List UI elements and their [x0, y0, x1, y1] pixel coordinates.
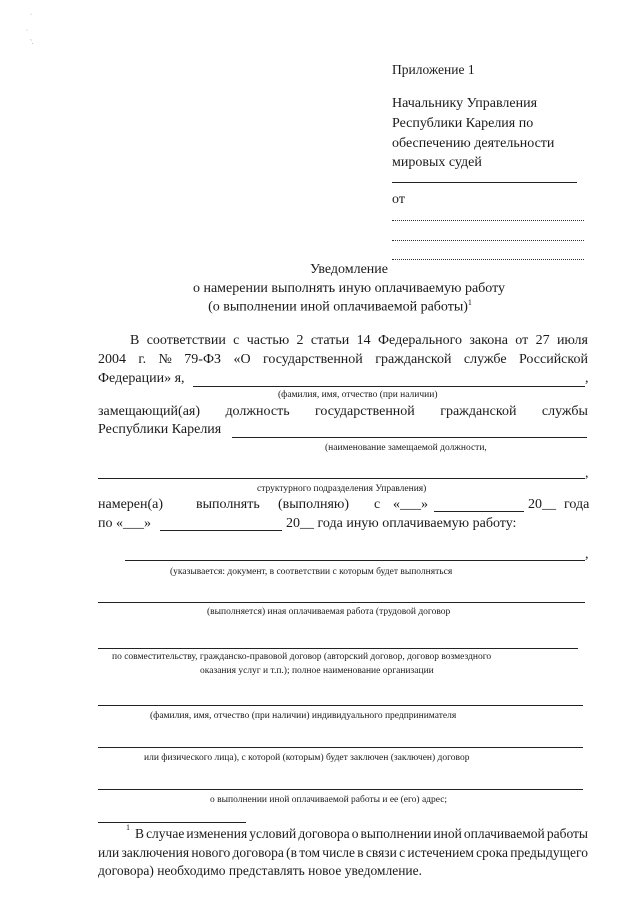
address-blank-line — [98, 789, 583, 790]
footnote-separator — [98, 822, 246, 823]
hint-fio: (фамилия, имя, отчество (при наличии) — [278, 390, 438, 400]
hint-work: (выполняется) иная оплачиваемая работа (трудовой договор — [207, 607, 451, 617]
document-subtitle-1: о намерении выполнять иную оплачиваемую работу — [192, 281, 506, 296]
hint-entrepreneur: (фамилия, имя, отчество (при наличии) индивидуального предпринимателя — [150, 711, 457, 721]
para1-line-3: Федерации» я, — [98, 371, 185, 386]
footnote-line-1: 1 В случае изменения условий договора о выполнении иной оплачиваемой работы — [126, 823, 588, 841]
footnote-ref: 1 — [467, 298, 472, 307]
hint-person: или физического лица), с которой (которым) будет заключен (заключен) договор — [144, 753, 470, 763]
addressee-line-2: Республики Карелия по — [392, 116, 534, 131]
comma: , — [585, 371, 589, 386]
contract-blank-line — [98, 648, 578, 649]
scan-speck: · — [30, 12, 32, 18]
from-label: от — [392, 192, 405, 207]
hint-doc: (указывается: документ, в соответствии с которым будет выполняться — [170, 567, 453, 577]
entrepreneur-blank-line — [98, 705, 583, 706]
para1-line-2: 2004 г. № 79-ФЗ «О государственной гражданской службе Российской — [98, 352, 588, 367]
from-blank-line-2 — [392, 240, 584, 241]
work-blank-line — [98, 602, 585, 603]
header-blank-line — [392, 182, 577, 183]
hint-address: о выполнении иной оплачиваемой работы и ее (его) адрес; — [210, 795, 448, 805]
hint-position: (наименование замещаемой должности, — [325, 443, 487, 453]
addressee-line-4: мировых судей — [392, 155, 482, 170]
scan-speck: · — [26, 28, 28, 34]
addressee-line-1: Начальнику Управления — [392, 96, 538, 111]
para1-line-1: В соответствии с частью 2 статьи 14 Федерального закона от 27 июля — [130, 333, 588, 348]
line-intent-dates: намерен(а) выполнять (выполняю) с «___» 20__ года — [98, 497, 590, 512]
person-blank-line — [98, 747, 583, 748]
comma: , — [585, 466, 589, 481]
fio-blank-line — [193, 386, 585, 387]
hint-contract-1: по совместительству, гражданско-правовой договор (авторский договор, договор возмездного — [112, 652, 492, 662]
addressee-line-3: обеспечению деятельности — [392, 136, 555, 151]
footnote-mark: 1 — [126, 823, 130, 832]
comma: , — [585, 547, 589, 562]
position-blank-line — [232, 437, 587, 438]
hint-unit: структурного подразделения Управления) — [257, 484, 427, 494]
scan-speck: `. — [30, 40, 34, 46]
footnote-line-2: или заключения нового договора (в том числе в связи с истечением срока предыдущего — [98, 845, 588, 860]
unit-blank-line — [98, 478, 585, 479]
from-blank-line-3 — [392, 259, 584, 260]
republic-karelia: Республики Карелия — [98, 422, 222, 437]
appendix-label: Приложение 1 — [392, 62, 475, 77]
doc-blank-line — [125, 560, 585, 561]
document-subtitle-2: (о выполнении иной оплачиваемой работы)$^1$ — [208, 298, 472, 315]
document-title: Уведомление — [309, 262, 388, 277]
hint-contract-2: оказания услуг и т.п.); полное наименование организации — [200, 666, 434, 676]
from-blank-line-1 — [392, 220, 584, 221]
line-end-date: по «___» 20__ года иную оплачиваемую работу: — [98, 516, 517, 531]
footnote-line-3: договора) необходимо представлять новое уведомление. — [98, 863, 423, 878]
line-position-intro: замещающий(ая) должность государственной гражданской службы — [98, 404, 588, 419]
